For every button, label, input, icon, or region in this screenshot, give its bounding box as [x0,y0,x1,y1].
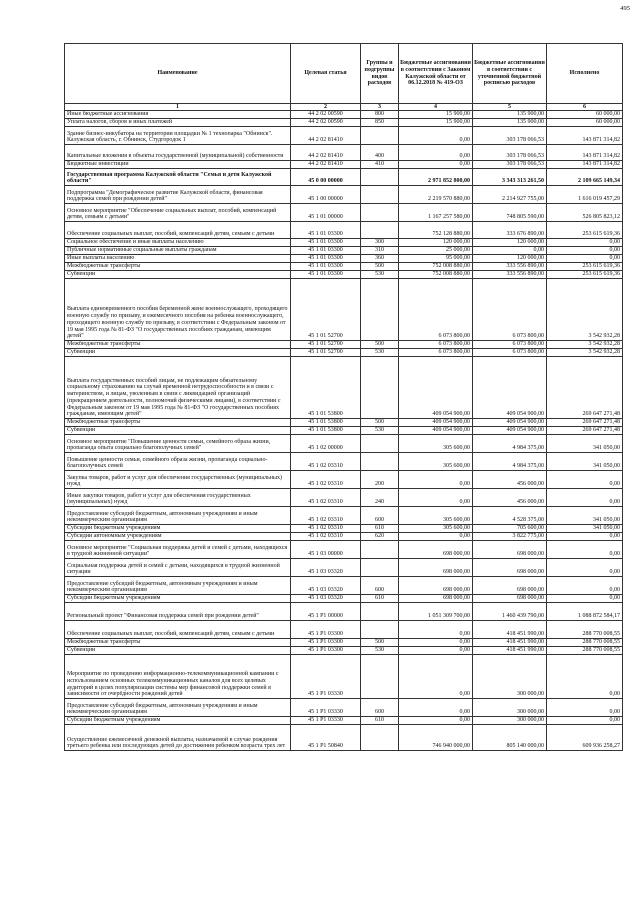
row-expense-group [361,655,399,699]
row-target-article: 45 1 01 53800 [291,357,361,419]
page-number: 495 [620,5,630,12]
row-law-budget: 1 167 257 580,00 [399,204,473,222]
row-expense-group: 800 [361,111,399,119]
row-updated-budget: 300 000,00 [473,717,547,725]
row-target-article: 45 1 P1 00000 [291,603,361,621]
table-row [65,341,623,349]
table-row [65,699,623,717]
row-executed: 341 050,00 [547,507,623,525]
row-executed: 341 050,00 [547,435,623,453]
row-name: Повышение ценности семьи, семейного образа жизни, пропаганда социально-благополучных семей [65,453,291,471]
row-updated-budget: 698 000,00 [473,541,547,559]
row-updated-budget: 333 556 890,00 [473,263,547,271]
row-executed: 3 542 932,28 [547,349,623,357]
row-law-budget: 25 000,00 [399,247,473,255]
table-row [65,489,623,507]
row-updated-budget: 6 073 800,00 [473,349,547,357]
row-target-article: 45 1 03 03320 [291,595,361,603]
table-row [65,119,623,127]
table-row [65,647,623,655]
row-name: Межбюджетные трансферты [65,341,291,349]
row-expense-group [361,453,399,471]
row-target-article: 45 1 00 00000 [291,186,361,204]
table-row [65,271,623,279]
row-name: Основное мероприятие "Социальная поддержка детей и семей с детьми, находящихся в трудной жизненной ситуации" [65,541,291,559]
row-updated-budget: 4 984 375,00 [473,453,547,471]
row-target-article: 45 1 03 03320 [291,577,361,595]
row-executed: 341 050,00 [547,525,623,533]
row-law-budget: 698 000,00 [399,595,473,603]
row-name: Закупка товаров, работ и услуг для обеспечения государственных (муниципальных) нужд [65,471,291,489]
row-updated-budget: 135 900,00 [473,119,547,127]
row-expense-group [361,204,399,222]
column-index: 3 [361,104,399,111]
row-law-budget: 0,00 [399,655,473,699]
row-updated-budget: 698 000,00 [473,595,547,603]
row-expense-group: 530 [361,427,399,435]
row-updated-budget: 418 451 990,00 [473,647,547,655]
row-law-budget: 120 000,00 [399,239,473,247]
row-law-budget: 409 054 900,00 [399,357,473,419]
row-law-budget: 752 008 880,00 [399,271,473,279]
table-row [65,655,623,699]
row-law-budget: 0,00 [399,145,473,161]
row-executed: 0,00 [547,471,623,489]
row-law-budget: 0,00 [399,699,473,717]
row-expense-group: 850 [361,119,399,127]
row-target-article: 44 2 02 81410 [291,127,361,145]
table-row [65,186,623,204]
table-row [65,247,623,255]
table-row [65,169,623,186]
table-row [65,357,623,419]
row-target-article: 45 1 01 52700 [291,349,361,357]
row-name: Субсидии бюджетным учреждениям [65,595,291,603]
row-law-budget: 752 128 880,00 [399,222,473,239]
row-name: Региональный проект "Финансовая поддержка семей при рождении детей" [65,603,291,621]
table-body [65,111,623,751]
row-name: Основное мероприятие "Повышение ценности семьи, семейного образа жизни, пропаганда опыта социально благополучных семей" [65,435,291,453]
row-target-article: 45 1 01 03300 [291,222,361,239]
row-expense-group [361,435,399,453]
row-target-article: 45 1 03 03320 [291,559,361,577]
row-executed: 269 647 271,48 [547,357,623,419]
row-expense-group [361,186,399,204]
row-updated-budget: 300 000,00 [473,655,547,699]
row-executed: 0,00 [547,239,623,247]
row-target-article: 45 1 01 00000 [291,204,361,222]
column-index: 6 [547,104,623,111]
header-expense-group: Группы и подгруппы видов расходов [361,44,399,104]
table-row [65,349,623,357]
table-row [65,427,623,435]
table-row [65,263,623,271]
row-expense-group: 500 [361,341,399,349]
row-updated-budget: 418 451 990,00 [473,639,547,647]
row-target-article: 45 1 02 03310 [291,471,361,489]
row-name: Выплата государственных пособий лицам, не подлежащим обязательному социальному страхованию на случай временной нетрудоспособности и в связи с материнством, и лицам, уволенным в связи с ликвидацией организаций (прекращением деятельности, полномочий физическими лицами), в соответствии с Федеральным законом от 19 мая 1995 года № 81-ФЗ "О государственных пособиях гражданам, имеющим детей" [65,357,291,419]
row-target-article: 45 1 P1 03300 [291,621,361,639]
table-row [65,559,623,577]
row-target-article: 45 1 01 03300 [291,239,361,247]
row-target-article: 45 1 03 00000 [291,541,361,559]
row-target-article: 45 1 02 03310 [291,533,361,541]
table-row [65,595,623,603]
row-executed: 609 936 258,27 [547,725,623,751]
row-executed: 1 616 019 457,29 [547,186,623,204]
row-updated-budget: 3 343 313 261,50 [473,169,547,186]
row-target-article: 45 1 P1 03330 [291,655,361,699]
row-expense-group: 500 [361,263,399,271]
table-row [65,717,623,725]
row-expense-group: 600 [361,577,399,595]
row-expense-group: 200 [361,471,399,489]
row-target-article: 45 1 P1 03330 [291,717,361,725]
row-updated-budget: 418 451 990,00 [473,621,547,639]
row-name: Субвенции [65,271,291,279]
row-updated-budget: 333 676 890,00 [473,222,547,239]
row-name: Субсидии бюджетным учреждениям [65,525,291,533]
row-executed: 60 000,00 [547,119,623,127]
row-updated-budget: 1 460 439 790,00 [473,603,547,621]
row-expense-group: 530 [361,349,399,357]
row-updated-budget: 303 178 066,53 [473,161,547,169]
row-updated-budget: 456 000,00 [473,471,547,489]
table-row [65,279,623,341]
row-target-article: 45 1 01 52700 [291,279,361,341]
row-expense-group: 600 [361,507,399,525]
row-target-article: 45 1 02 03310 [291,525,361,533]
table-row [65,507,623,525]
row-executed: 0,00 [547,655,623,699]
row-name: Бюджетные инвестиции [65,161,291,169]
row-expense-group: 360 [361,255,399,263]
row-updated-budget: 303 178 066,53 [473,127,547,145]
row-executed: 253 615 619,36 [547,222,623,239]
row-target-article: 45 1 02 00000 [291,435,361,453]
table-row [65,725,623,751]
row-expense-group: 300 [361,239,399,247]
table-row [65,111,623,119]
row-executed: 288 770 008,55 [547,647,623,655]
row-updated-budget: 748 805 590,00 [473,204,547,222]
row-target-article: 45 1 P1 03300 [291,639,361,647]
row-target-article: 45 1 01 03300 [291,255,361,263]
row-law-budget: 0,00 [399,127,473,145]
row-law-budget: 6 073 800,00 [399,341,473,349]
table-row [65,453,623,471]
row-target-article: 45 1 01 03300 [291,263,361,271]
row-law-budget: 0,00 [399,717,473,725]
row-executed: 288 770 008,55 [547,639,623,647]
row-name: Межбюджетные трансферты [65,639,291,647]
header-name: Наименование [65,44,291,104]
row-law-budget: 1 051 309 700,00 [399,603,473,621]
row-name: Межбюджетные трансферты [65,263,291,271]
row-target-article: 45 1 01 53800 [291,419,361,427]
row-executed: 3 542 932,28 [547,279,623,341]
row-executed: 253 615 619,36 [547,263,623,271]
row-executed: 0,00 [547,699,623,717]
row-name: Субвенции [65,647,291,655]
row-expense-group: 400 [361,145,399,161]
row-law-budget: 698 000,00 [399,577,473,595]
row-name: Субвенции [65,427,291,435]
table-row [65,525,623,533]
row-expense-group [361,603,399,621]
row-updated-budget: 4 984 375,00 [473,435,547,453]
table-row [65,603,623,621]
row-law-budget: 0,00 [399,647,473,655]
row-updated-budget: 2 214 927 755,00 [473,186,547,204]
row-law-budget: 305 600,00 [399,435,473,453]
row-name: Обеспечение социальных выплат, пособий, компенсаций детям, семьям с детьми [65,222,291,239]
row-target-article: 45 1 01 52700 [291,341,361,349]
row-law-budget: 0,00 [399,621,473,639]
row-executed: 269 647 271,48 [547,419,623,427]
row-target-article: 45 1 P1 03300 [291,647,361,655]
row-name: Основное мероприятие "Обеспечение социальных выплат, пособий, компенсаций детям, семьям с детьми" [65,204,291,222]
column-index: 2 [291,104,361,111]
row-expense-group: 530 [361,271,399,279]
row-name: Межбюджетные трансферты [65,419,291,427]
row-executed: 60 000,00 [547,111,623,119]
row-target-article: 45 1 02 03310 [291,489,361,507]
row-updated-budget: 135 900,00 [473,111,547,119]
row-law-budget: 305 600,00 [399,453,473,471]
row-executed: 341 050,00 [547,453,623,471]
row-law-budget: 6 073 800,00 [399,349,473,357]
row-name: Предоставление субсидий бюджетным, автономным учреждениям и иным некоммерческим организациям [65,507,291,525]
budget-table [64,43,623,751]
row-expense-group [361,725,399,751]
row-expense-group: 600 [361,699,399,717]
row-name: Мероприятие по проведению информационно-телекоммуникационной кампании с использованием основных телекоммуникационных каналов для всех целевых аудиторий в целях популяризации системы мер финансовой поддержки семей в зависимости от очерёдности рождений детей [65,655,291,699]
row-updated-budget: 6 073 800,00 [473,279,547,341]
row-name: Субсидии автономным учреждениям [65,533,291,541]
table-row [65,145,623,161]
row-target-article: 45 1 01 03300 [291,247,361,255]
row-law-budget: 6 073 800,00 [399,279,473,341]
row-updated-budget: 333 556 890,00 [473,271,547,279]
row-expense-group: 500 [361,639,399,647]
row-law-budget: 698 000,00 [399,541,473,559]
table-row [65,239,623,247]
row-name: Государственная программа Калужской области "Семья и дети Калужской области" [65,169,291,186]
row-law-budget: 0,00 [399,471,473,489]
row-expense-group [361,621,399,639]
row-updated-budget: 6 073 800,00 [473,341,547,349]
row-executed: 0,00 [547,717,623,725]
row-law-budget: 305 600,00 [399,525,473,533]
row-updated-budget: 409 054 900,00 [473,357,547,419]
row-name: Социальное обеспечение и иные выплаты населению [65,239,291,247]
row-name: Иные закупки товаров, работ и услуг для обеспечения государственных (муниципальных) нужд [65,489,291,507]
row-target-article: 44 2 02 00590 [291,111,361,119]
row-expense-group [361,169,399,186]
row-updated-budget: 0,00 [473,247,547,255]
row-law-budget: 2 219 570 880,00 [399,186,473,204]
row-expense-group: 610 [361,525,399,533]
row-updated-budget: 456 000,00 [473,489,547,507]
row-expense-group [361,559,399,577]
row-executed: 2 109 665 149,34 [547,169,623,186]
row-name: Предоставление субсидий бюджетным, автономным учреждениям и иным некоммерческим организациям [65,699,291,717]
row-name: Иные выплаты населению [65,255,291,263]
row-target-article: 45 1 01 03300 [291,271,361,279]
row-expense-group: 530 [361,647,399,655]
row-expense-group [361,541,399,559]
row-expense-group: 240 [361,489,399,507]
row-target-article: 44 2 02 81410 [291,161,361,169]
table-row [65,204,623,222]
row-name: Подпрограмма "Демографическое развитие Калужской области, финансовая поддержка семей при рождении детей" [65,186,291,204]
header-target-article: Целевая статья [291,44,361,104]
row-law-budget: 95 000,00 [399,255,473,263]
row-law-budget: 15 900,00 [399,119,473,127]
row-name: Осуществление ежемесячной денежной выплаты, назначаемой в случае рождения третьего ребенка или последующих детей до достижения ребенком возраста трех лет [65,725,291,751]
row-updated-budget: 698 000,00 [473,577,547,595]
row-law-budget: 409 054 900,00 [399,419,473,427]
row-updated-budget: 409 054 900,00 [473,419,547,427]
table-row [65,255,623,263]
table-row [65,639,623,647]
row-executed: 143 871 314,82 [547,145,623,161]
row-updated-budget: 805 140 000,00 [473,725,547,751]
row-law-budget: 305 600,00 [399,507,473,525]
table-row [65,577,623,595]
row-expense-group: 410 [361,161,399,169]
row-expense-group [361,357,399,419]
column-index: 5 [473,104,547,111]
table-row [65,419,623,427]
column-index: 4 [399,104,473,111]
table-row [65,541,623,559]
table-row [65,471,623,489]
row-target-article: 44 2 02 81410 [291,145,361,161]
table-row [65,127,623,145]
table-row [65,621,623,639]
row-expense-group: 310 [361,247,399,255]
row-name: Капитальные вложения в объекты государственной (муниципальной) собственности [65,145,291,161]
table-row [65,161,623,169]
row-law-budget: 0,00 [399,161,473,169]
row-updated-budget: 3 822 775,00 [473,533,547,541]
row-law-budget: 0,00 [399,533,473,541]
row-target-article: 45 1 01 53800 [291,427,361,435]
row-executed: 526 805 823,12 [547,204,623,222]
header-updated-budget: Бюджетные ассигнования в соответствии с уточненной бюджетной росписью расходов [473,44,547,104]
row-law-budget: 698 000,00 [399,559,473,577]
row-name: Уплата налогов, сборов и иных платежей [65,119,291,127]
header-executed: Исполнено [547,44,623,104]
row-executed: 1 088 872 584,17 [547,603,623,621]
row-updated-budget: 303 178 066,53 [473,145,547,161]
column-index: 1 [65,104,291,111]
row-updated-budget: 698 000,00 [473,559,547,577]
table-row [65,435,623,453]
row-updated-budget: 409 054 900,00 [473,427,547,435]
row-executed: 288 770 008,55 [547,621,623,639]
row-name: Публичные нормативные социальные выплаты гражданам [65,247,291,255]
row-executed: 0,00 [547,489,623,507]
row-executed: 143 871 314,82 [547,127,623,145]
row-name: Субвенции [65,349,291,357]
row-executed: 0,00 [547,595,623,603]
row-expense-group [361,127,399,145]
row-executed: 0,00 [547,541,623,559]
row-target-article: 45 1 P1 50840 [291,725,361,751]
row-executed: 143 871 314,82 [547,161,623,169]
table-row [65,222,623,239]
row-law-budget: 746 940 000,00 [399,725,473,751]
row-target-article: 44 2 02 00590 [291,119,361,127]
row-law-budget: 409 054 900,00 [399,427,473,435]
row-updated-budget: 4 528 375,00 [473,507,547,525]
row-target-article: 45 1 P1 03330 [291,699,361,717]
row-updated-budget: 120 000,00 [473,239,547,247]
row-name: Здание бизнес-инкубатора на территории площадки № 1 технопарка "Обнинск". Калужская область, г. Обнинск, Студгородок 1 [65,127,291,145]
row-expense-group [361,279,399,341]
row-name: Социальная поддержка детей и семей с детьми, находящихся в трудной жизненной ситуации [65,559,291,577]
row-executed: 3 542 932,28 [547,341,623,349]
row-name: Иные бюджетные ассигнования [65,111,291,119]
row-expense-group: 500 [361,419,399,427]
row-name: Выплата единовременного пособия беременной жене военнослужащего, проходящего военную службу по призыву, и ежемесячного пособия на ребенка военнослужащего, проходящего военную службу по призыву, в соответствии с Федеральным законом от 19 мая 1995 года № 81-ФЗ "О государственных пособиях гражданам, имеющим детей" [65,279,291,341]
row-law-budget: 752 008 880,00 [399,263,473,271]
row-target-article: 45 0 00 00000 [291,169,361,186]
row-executed: 0,00 [547,577,623,595]
row-expense-group [361,222,399,239]
row-updated-budget: 120 000,00 [473,255,547,263]
row-executed: 0,00 [547,247,623,255]
header-law-budget: Бюджетные ассигнования в соответствии с Законом Калужской области от 06.12.2018 № 419-ОЗ [399,44,473,104]
row-executed: 0,00 [547,255,623,263]
row-target-article: 45 1 02 03310 [291,507,361,525]
row-name: Предоставление субсидий бюджетным, автономным учреждениям и иным некоммерческим организациям [65,577,291,595]
row-executed: 0,00 [547,533,623,541]
row-expense-group: 610 [361,717,399,725]
row-law-budget: 0,00 [399,639,473,647]
row-expense-group: 610 [361,595,399,603]
row-updated-budget: 705 600,00 [473,525,547,533]
row-law-budget: 2 971 852 800,00 [399,169,473,186]
row-name: Субсидии бюджетным учреждениям [65,717,291,725]
row-expense-group: 620 [361,533,399,541]
row-executed: 0,00 [547,559,623,577]
row-target-article: 45 1 02 03310 [291,453,361,471]
row-law-budget: 15 900,00 [399,111,473,119]
row-updated-budget: 300 000,00 [473,699,547,717]
row-law-budget: 0,00 [399,489,473,507]
row-executed: 269 647 271,48 [547,427,623,435]
row-executed: 253 615 619,36 [547,271,623,279]
table-row [65,533,623,541]
row-name: Обеспечение социальных выплат, пособий, компенсаций детям, семьям с детьми [65,621,291,639]
